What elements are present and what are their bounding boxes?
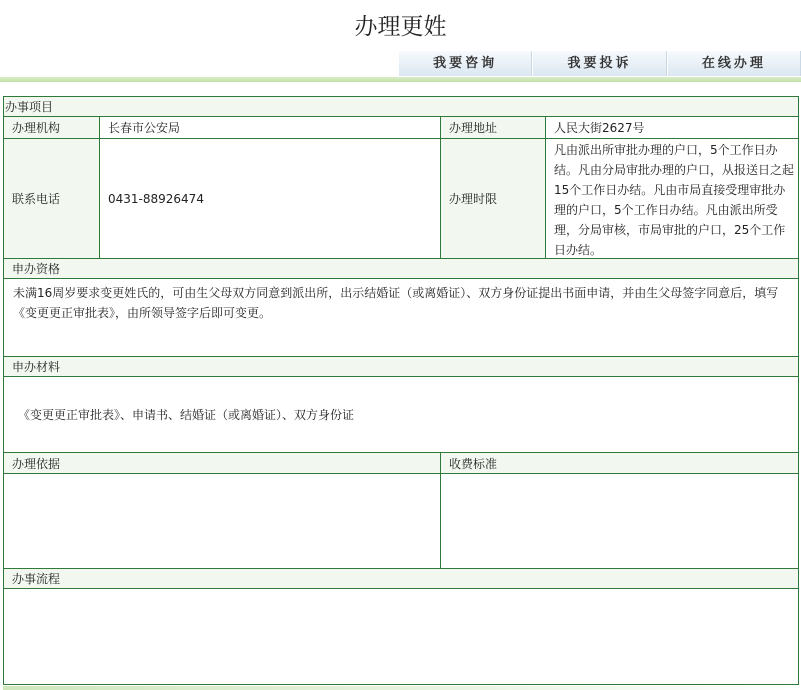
address-value: 人民大街2627号 <box>546 117 798 138</box>
time-limit-value: 凡由派出所审批办理的户口，5个工作日办结。凡由分局审批办理的户口，从报送日之起15个工作日办结。凡由市局直接受理审批办理的户口，5个工作日办结。凡由派出所受理，分局审核，市局审批的户口，25个工作日办结。 <box>546 139 798 258</box>
qualification-text: 未满16周岁要求变更姓氏的，可由生父母双方同意到派出所，出示结婚证（或离婚证）、双方身份证提出书面申请，并由生父母签字同意后，填写《变更更正审批表》，由所领导签字后即可变更。 <box>4 279 798 357</box>
process-content <box>4 589 798 685</box>
footer-divider <box>3 686 799 690</box>
action-tab-bar <box>398 51 801 76</box>
tab-online-apply[interactable]: 在线办理 <box>667 51 801 76</box>
section-header-materials: 申办材料 <box>4 357 798 377</box>
section-header-basis: 办理依据 <box>4 453 441 473</box>
basis-fees-header-row <box>4 453 798 474</box>
service-info-table <box>3 96 799 685</box>
table-row-phone <box>4 139 798 259</box>
section-header-qualification: 申办资格 <box>4 259 798 279</box>
tab-consult[interactable]: 我要咨询 <box>398 51 532 76</box>
phone-label: 联系电话 <box>4 139 100 258</box>
fees-content <box>441 474 798 568</box>
section-header-item: 办事项目 <box>4 97 798 117</box>
time-limit-label: 办理时限 <box>441 139 546 258</box>
org-value: 长春市公安局 <box>100 117 441 138</box>
materials-text: 《变更更正审批表》、申请书、结婚证（或离婚证）、双方身份证 <box>4 377 798 453</box>
tab-complaint[interactable]: 我要投诉 <box>532 51 666 76</box>
basis-content <box>4 474 441 568</box>
phone-value: 0431-88926474 <box>100 139 441 258</box>
page-title: 办理更姓 <box>354 14 447 40</box>
section-header-fees: 收费标准 <box>441 453 798 473</box>
org-label: 办理机构 <box>4 117 100 138</box>
address-label: 办理地址 <box>441 117 546 138</box>
basis-fees-content-row <box>4 474 798 569</box>
header-divider <box>0 77 801 82</box>
section-header-process: 办事流程 <box>4 569 798 589</box>
table-row-org <box>4 117 798 139</box>
